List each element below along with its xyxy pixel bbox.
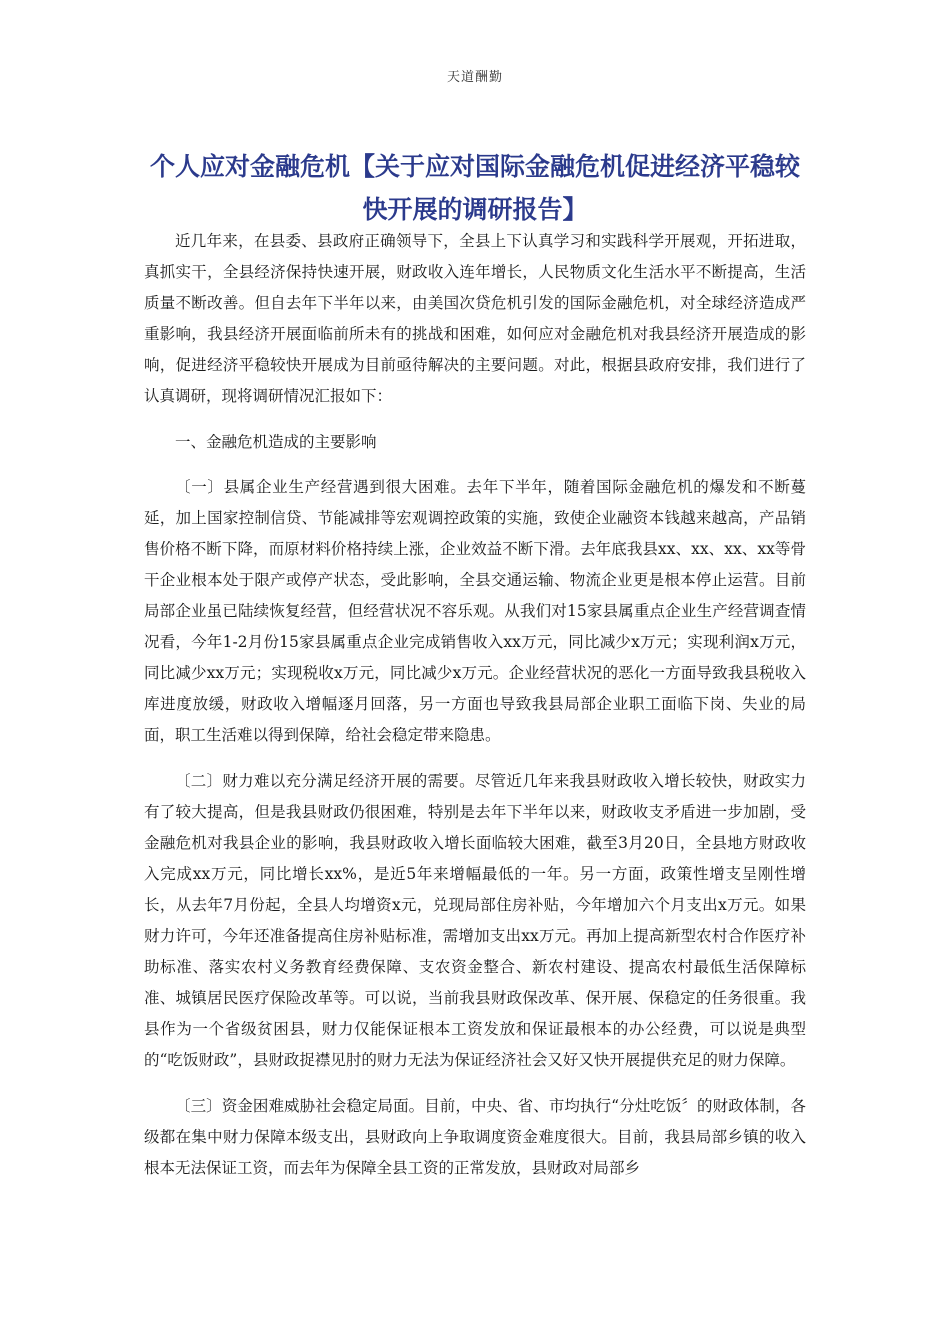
document-title: 个人应对金融危机【关于应对国际金融危机促进经济平稳较快开展的调研报告】 bbox=[149, 151, 800, 224]
document-body bbox=[144, 226, 806, 1199]
page-header: 天道酬勤 bbox=[446, 70, 503, 85]
body-paragraph: 〔二〕财力难以充分满足经济开展的需要。尽管近几年来我县财政收入增长较快，财政实力有了较大提高，但是我县财政仍很困难，特别是去年下半年以来，财政收支矛盾进一步加剧，受金融危机对我县企业的影响，我县财政收入增长面临较大困难，截至3月20日，全县地方财政收入完成xx万元，同比增长xx%，是近5年来增幅最低的一年。另一方面，政策性增支呈刚性增长，从去年7月份起，全县人均增资x元，兑现局部住房补贴，今年增加六个月支出x万元。如果财力许可，今年还准备提高住房补贴标准，需增加支出xx万元。再加上提高新型农村合作医疗补助标准、落实农村义务教育经费保障、支农资金整合、新农村建设、提高农村最低生活保障标准、城镇居民医疗保险改革等。可以说，当前我县财政保改革、保开展、保稳定的任务很重。我县作为一个省级贫困县，财力仅能保证根本工资发放和保证最根本的办公经费，可以说是典型的“吃饭财政”，县财政捉襟见肘的财力无法为保证经济社会又好又快开展提供充足的财力保障。 bbox=[144, 772, 806, 1069]
section-heading: 一、金融危机造成的主要影响 bbox=[175, 433, 377, 451]
body-paragraph: 〔一〕县属企业生产经营遇到很大困难。去年下半年，随着国际金融危机的爆发和不断蔓延，加上国家控制信贷、节能减排等宏观调控政策的实施，致使企业融资本钱越来越高，产品销售价格不断下降，而原材料价格持续上涨，企业效益不断下滑。去年底我县xx、xx、xx、xx等骨干企业根本处于限产或停产状态，受此影响，全县交通运输、物流企业更是根本停止运营。目前局部企业虽已陆续恢复经营，但经营状况不容乐观。从我们对15家县属重点企业生产经营调查情况看，今年1-2月份15家县属重点企业完成销售收入xx万元，同比减少x万元；实现利润x万元，同比减少xx万元；实现税收x万元，同比减少x万元。企业经营状况的恶化一方面导致我县税收入库进度放缓，财政收入增幅逐月回落，另一方面也导致我县局部企业职工面临下岗、失业的局面，职工生活难以得到保障，给社会稳定带来隐患。 bbox=[144, 478, 806, 744]
body-paragraph: 〔三〕资金困难威胁社会稳定局面。目前，中央、省、市均执行“分灶吃饭〞的财政体制，各级都在集中财力保障本级支出，县财政向上争取调度资金难度很大。目前，我县局部乡镇的收入根本无法保证工资，而去年为保障全县工资的正常发放，县财政对局部乡 bbox=[144, 1097, 806, 1177]
intro-paragraph: 近几年来，在县委、县政府正确领导下，全县上下认真学习和实践科学开展观，开拓进取，真抓实干，全县经济保持快速开展，财政收入连年增长，人民物质文化生活水平不断提高，生活质量不断改善。但自去年下半年以来，由美国次贷危机引发的国际金融危机，对全球经济造成严重影响，我县经济开展面临前所未有的挑战和困难，如何应对金融危机对我县经济开展造成的影响，促进经济平稳较快开展成为目前亟待解决的主要问题。对此，根据县政府安排，我们进行了认真调研，现将调研情况汇报如下： bbox=[144, 232, 806, 405]
